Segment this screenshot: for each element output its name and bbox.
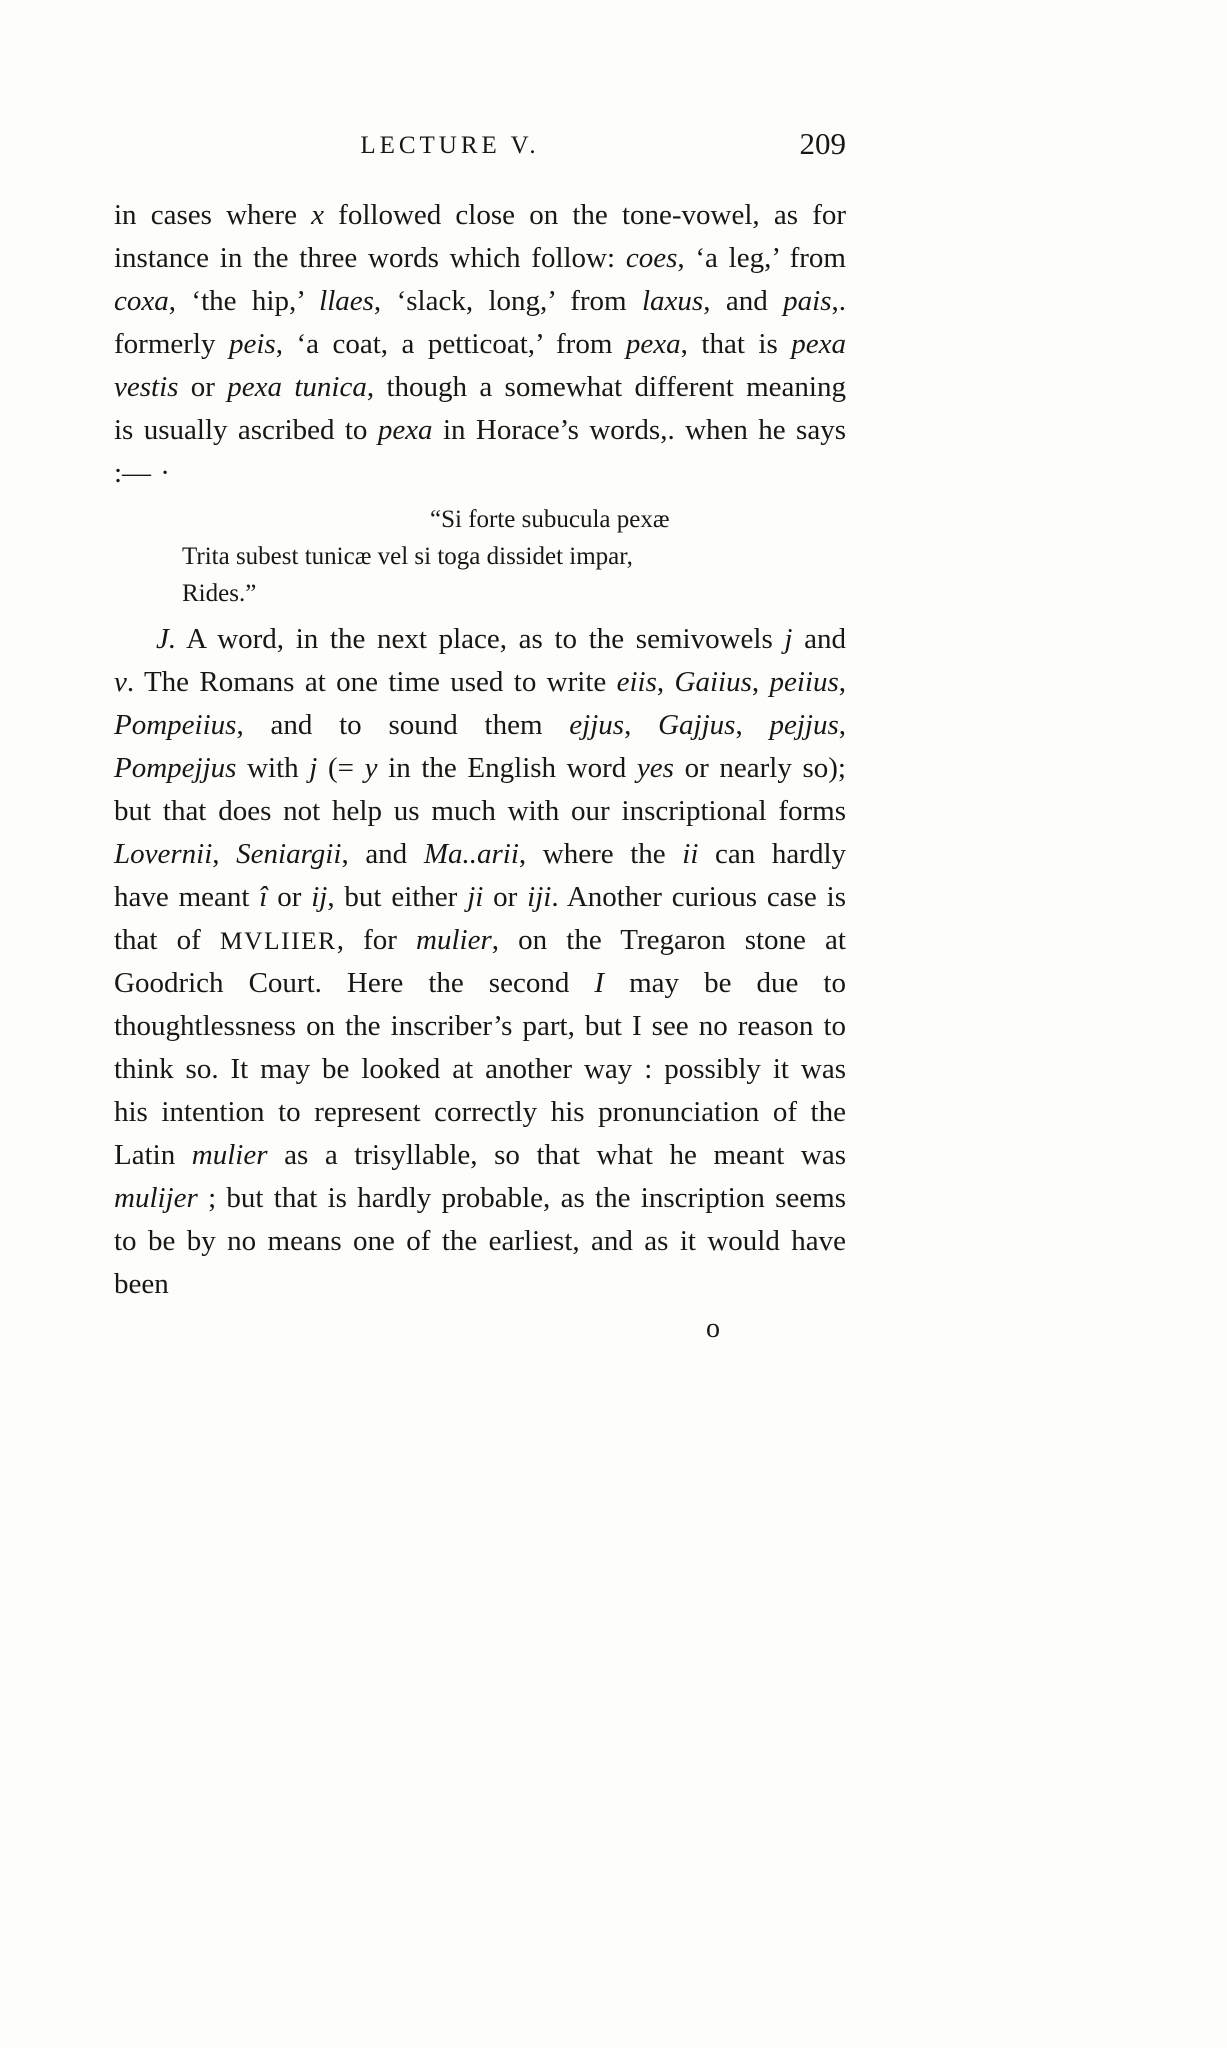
- text-run: Gajjus: [658, 709, 736, 741]
- text-run: coes: [625, 242, 678, 274]
- text-run: . Another curious case is that of: [114, 881, 846, 956]
- paragraph-semivowels: [114, 618, 846, 1306]
- text-run: Pompeiius: [114, 709, 237, 741]
- text-run: j: [784, 623, 793, 655]
- text-run: x: [311, 199, 324, 231]
- text-run: J.: [156, 623, 177, 655]
- text-run: A word, in the next place, as to the semivowels: [176, 623, 785, 655]
- text-run: Ma..arii: [423, 838, 519, 870]
- text-run: , that is: [680, 328, 792, 360]
- text-run: , and: [341, 838, 424, 870]
- text-run: mulier: [191, 1139, 268, 1171]
- text-run: llaes: [319, 285, 374, 317]
- text-run: (=: [317, 752, 365, 784]
- text-run: , and: [703, 285, 784, 317]
- text-run: y: [364, 752, 378, 784]
- text-run: ,: [656, 666, 675, 698]
- text-run: î: [259, 881, 268, 913]
- text-run: ; but that is hardly probable, as the inscription seems to be by no means one of the earliest, and as it would have been: [114, 1182, 846, 1300]
- horace-verse-quote: [182, 501, 846, 612]
- text-run: mulijer: [114, 1182, 198, 1214]
- text-block: [114, 126, 846, 1346]
- text-run: ,: [751, 666, 770, 698]
- lecture-title: LECTURE V.: [360, 132, 540, 159]
- text-run: , ‘slack, long,’ from: [373, 285, 642, 317]
- text-run: ji: [467, 881, 484, 913]
- text-run: pexa: [377, 414, 433, 446]
- text-run: ,: [212, 838, 237, 870]
- text-run: with: [236, 752, 310, 784]
- text-run: or: [267, 881, 312, 913]
- text-run: Seniargii: [236, 838, 342, 870]
- text-run: laxus: [642, 285, 704, 317]
- text-run: followed close on the tone-vowel, as for instance in the three words which follow:: [114, 199, 847, 274]
- text-run: Gaiius: [674, 666, 752, 698]
- text-run: and: [792, 623, 846, 655]
- text-run: peiius: [769, 666, 839, 698]
- page-number: 209: [799, 126, 846, 161]
- text-run: , though a somewhat different meaning is usually ascribed to: [114, 371, 846, 446]
- text-run: pexa: [625, 328, 681, 360]
- text-run: in Horace’s words,. when he says :— ·: [114, 414, 846, 489]
- text-run: , and to sound them: [236, 709, 570, 741]
- text-run: ,: [838, 709, 847, 741]
- text-run: ii: [682, 838, 699, 870]
- text-run: eiis: [616, 666, 657, 698]
- text-run: v: [114, 666, 127, 698]
- text-run: mulier: [416, 924, 492, 956]
- text-run: , ‘the hip,’: [168, 285, 320, 317]
- text-run: I: [594, 967, 605, 999]
- text-run: pejjus: [769, 709, 839, 741]
- quote-line: “Si forte subucula pexæ: [430, 506, 670, 533]
- text-run: coxa: [114, 285, 169, 317]
- text-run: may be due to thoughtlessness on the inscriber’s part, but I see no reason to think so. It may be looked at another way : possibly it was his intention to represent correctly his pronunciation of the Latin: [114, 967, 846, 1171]
- text-run: in cases where: [114, 199, 312, 231]
- quote-line: Rides.”: [182, 580, 257, 607]
- text-run: MVLIIER: [219, 926, 337, 955]
- text-run: , where the: [518, 838, 683, 870]
- text-run: ,: [838, 666, 846, 698]
- text-run: pais: [783, 285, 832, 317]
- text-run: , for: [336, 924, 417, 956]
- text-run: pexa vestis: [114, 328, 846, 403]
- text-run: pexa tunica: [227, 371, 367, 403]
- text-run: as a trisyllable, so that what he meant was: [267, 1139, 846, 1171]
- text-run: , but either: [327, 881, 468, 913]
- text-run: Pompejjus: [114, 752, 237, 784]
- text-run: ,: [624, 709, 659, 741]
- text-run: j: [309, 752, 318, 784]
- text-run: can hardly have meant: [114, 838, 847, 913]
- text-run: ,. formerly: [114, 285, 847, 360]
- text-run: ,: [735, 709, 770, 741]
- text-run: or: [178, 371, 228, 403]
- text-run: in the English word: [377, 752, 637, 784]
- text-run: . The Romans at one time used to write: [126, 666, 617, 698]
- text-run: or: [483, 881, 528, 913]
- paragraph-tone-vowel: [114, 194, 846, 495]
- text-run: or nearly so); but that does not help us much with our inscriptional forms: [114, 752, 846, 827]
- text-run: ejjus: [569, 709, 625, 741]
- running-head: [114, 126, 846, 172]
- signature-mark: o: [706, 1313, 720, 1344]
- text-run: yes: [636, 752, 674, 784]
- quote-line: Trita subest tunicæ vel si toga dissidet impar,: [182, 543, 633, 570]
- text-run: , ‘a leg,’ from: [677, 242, 846, 274]
- text-run: iji: [527, 881, 552, 913]
- text-run: Lovernii: [114, 838, 213, 870]
- text-run: , ‘a coat, a petticoat,’ from: [275, 328, 626, 360]
- text-run: ij: [311, 881, 328, 913]
- text-run: peis: [228, 328, 276, 360]
- text-run: , on the Tregaron stone at Goodrich Court. Here the second: [114, 924, 846, 999]
